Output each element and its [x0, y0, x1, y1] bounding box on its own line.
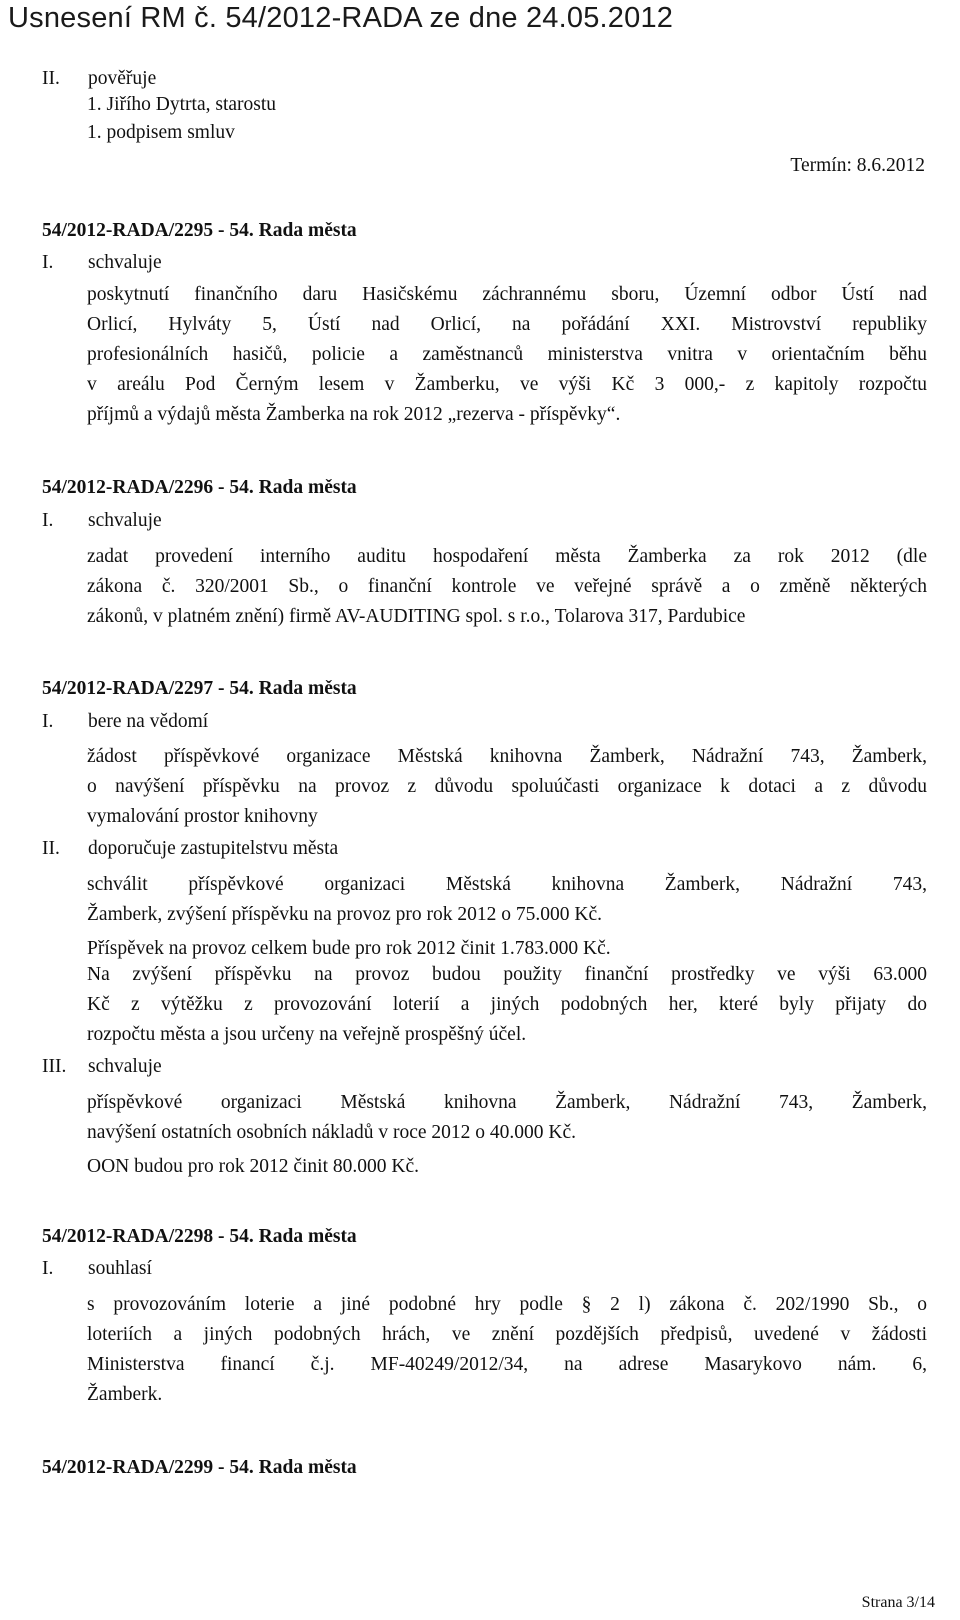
paragraph-line: navýšení ostatních osobních nákladů v roce 2012 o 40.000 Kč. [87, 1122, 577, 1143]
paragraph-line: vymalování prostor knihovny [87, 806, 318, 827]
roman-numeral: III. [42, 1056, 67, 1077]
paragraph-line: Žamberk. [87, 1384, 163, 1405]
section-verb: souhlasí [88, 1258, 152, 1279]
section-verb: schvaluje [88, 252, 162, 273]
paragraph-line: Příspěvek na provoz celkem bude pro rok 2012 činit 1.783.000 Kč. [87, 938, 611, 959]
paragraph-line: loteriích a jiných podobných hrách, ve znění pozdějších předpisů, uvedené v žádosti [87, 1324, 927, 1345]
paragraph-line: v areálu Pod Černým lesem v Žamberku, ve výši Kč 3 000,- z kapitoly rozpočtu [87, 374, 927, 395]
paragraph-line: s provozováním loterie a jiné podobné hry podle § 2 l) zákona č. 202/1990 Sb., o [87, 1294, 927, 1315]
document-header-title: Usnesení RM č. 54/2012-RADA ze dne 24.05.2012 [8, 2, 674, 34]
paragraph-line: žádost příspěvkové organizace Městská knihovna Žamberk, Nádražní 743, Žamberk, [87, 746, 927, 767]
resolution-2297-s3-label [42, 1054, 162, 1080]
intro-task: 1. podpisem smluv [87, 122, 235, 143]
paragraph-line: o navýšení příspěvku na provoz z důvodu spoluúčasti organizace k dotaci a z důvodu [87, 776, 927, 797]
resolution-heading-2297: 54/2012-RADA/2297 - 54. Rada města [42, 678, 357, 699]
roman-numeral: I. [42, 510, 54, 531]
paragraph-line: Ministerstva financí č.j. MF-40249/2012/34, na adrese Masarykovo nám. 6, [87, 1354, 927, 1375]
paragraph-line: Na zvýšení příspěvku na provoz budou použity finanční prostředky ve výši 63.000 [87, 964, 927, 985]
resolution-2296-label [42, 508, 162, 534]
section-verb: schvaluje [88, 510, 162, 531]
intro-section-label [42, 66, 156, 92]
resolution-2298-label [42, 1256, 152, 1282]
resolution-heading-2298: 54/2012-RADA/2298 - 54. Rada města [42, 1226, 357, 1247]
roman-numeral: I. [42, 711, 54, 732]
paragraph-line: poskytnutí finančního daru Hasičskému záchrannému sboru, Územní odbor Ústí nad [87, 284, 927, 305]
paragraph-line: zákonů, v platném znění) firmě AV-AUDITING spol. s r.o., Tolarova 317, Pardubice [87, 606, 746, 627]
intro-deadline: Termín: 8.6.2012 [790, 155, 925, 176]
resolution-heading-2299: 54/2012-RADA/2299 - 54. Rada města [42, 1457, 357, 1478]
paragraph-line: Orlicí, Hylváty 5, Ústí nad Orlicí, na pořádání XXI. Mistrovství republiky [87, 314, 927, 335]
section-verb: bere na vědomí [88, 711, 209, 732]
paragraph-line: Kč z výtěžku z provozování loterií a jiných podobných her, které byly přijaty do [87, 994, 927, 1015]
section-verb: schvaluje [88, 1056, 162, 1077]
resolution-2295-label [42, 250, 162, 276]
paragraph-line: Žamberk, zvýšení příspěvku na provoz pro rok 2012 o 75.000 Kč. [87, 904, 603, 925]
paragraph-line: OON budou pro rok 2012 činit 80.000 Kč. [87, 1156, 420, 1177]
section-verb: doporučuje zastupitelstvu města [88, 838, 339, 859]
paragraph-line: zadat provedení interního auditu hospodaření města Žamberka za rok 2012 (dle [87, 546, 927, 567]
section-verb: pověřuje [88, 68, 157, 89]
paragraph-line: profesionálních hasičů, policie a zaměstnanců ministerstva vnitra v orientačním běhu [87, 344, 927, 365]
paragraph-line: rozpočtu města a jsou určeny na veřejně prospěšný účel. [87, 1024, 527, 1045]
paragraph-line: příspěvkové organizaci Městská knihovna Žamberk, Nádražní 743, Žamberk, [87, 1092, 927, 1113]
paragraph-line: zákona č. 320/2001 Sb., o finanční kontrole ve veřejné správě a o změně některých [87, 576, 927, 597]
resolution-2297-s2-label [42, 836, 338, 862]
roman-numeral: I. [42, 252, 54, 273]
roman-numeral: II. [42, 68, 60, 89]
resolution-heading-2296: 54/2012-RADA/2296 - 54. Rada města [42, 477, 357, 498]
page-number: Strana 3/14 [861, 1594, 935, 1611]
roman-numeral: I. [42, 1258, 54, 1279]
roman-numeral: II. [42, 838, 60, 859]
resolution-2297-s1-label [42, 709, 208, 735]
paragraph-line: příjmů a výdajů města Žamberka na rok 2012 „rezerva - příspěvky“. [87, 404, 621, 425]
resolution-heading-2295: 54/2012-RADA/2295 - 54. Rada města [42, 220, 357, 241]
paragraph-line: schválit příspěvkové organizaci Městská knihovna Žamberk, Nádražní 743, [87, 874, 927, 895]
intro-person: 1. Jiřího Dytrta, starostu [87, 94, 277, 115]
